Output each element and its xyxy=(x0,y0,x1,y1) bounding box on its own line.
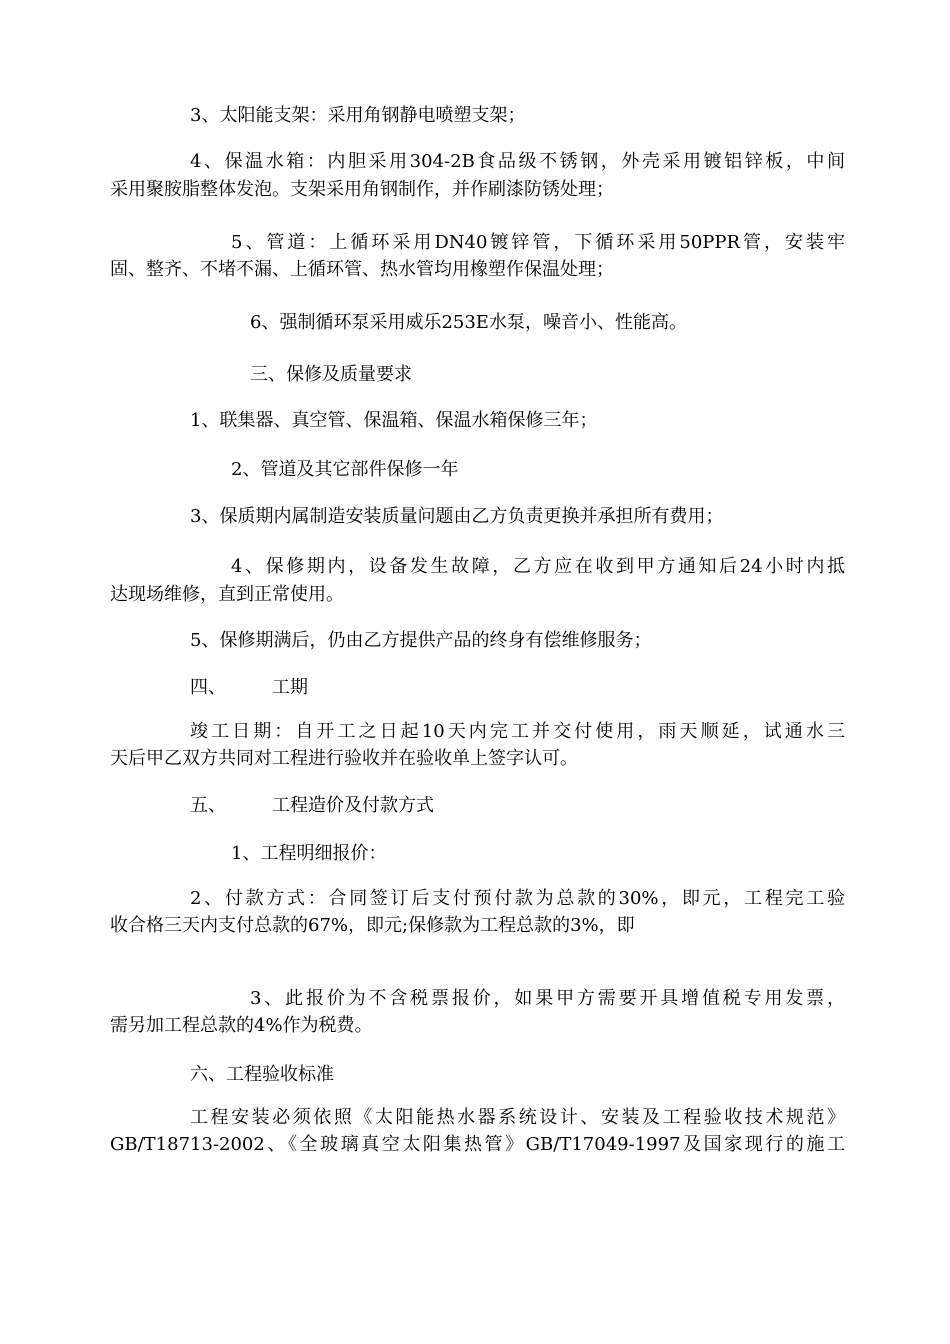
paragraph-completion-line-1: 竣工日期：自开工之日起10天内完工并交付使用，雨天顺延，试通水三 xyxy=(190,721,845,742)
section-title: 工程造价及付款方式 xyxy=(272,795,434,816)
paragraph-payment-line-2: 收合格三天内支付总款的67%，即元;保修款为工程总款的3%，即 xyxy=(110,915,635,936)
paragraph-warranty-3: 3、保质期内属制造安装质量问题由乙方负责更换并承担所有费用； xyxy=(190,506,724,527)
paragraph-tax-line-2: 需另加工程总款的4%作为税费。 xyxy=(110,1015,373,1036)
paragraph-tax-line-1: 3、此报价为不含税票报价，如果甲方需要开具增值税专用发票， xyxy=(250,988,845,1009)
section-heading-acceptance: 六、工程验收标准 xyxy=(190,1064,334,1085)
paragraph-warranty-4-line-2: 达现场维修，直到正常使用。 xyxy=(110,584,344,605)
paragraph-circulation-pump: 6、强制循环泵采用威乐253E水泵，噪音小、性能高。 xyxy=(250,312,687,333)
section-title: 工期 xyxy=(272,677,308,698)
paragraph-quotation: 1、工程明细报价： xyxy=(231,843,387,864)
paragraph-warranty-4-line-1: 4、保修期内，设备发生故障，乙方应在收到甲方通知后24小时内抵 xyxy=(231,556,845,577)
paragraph-pipes-line-1: 5、管道：上循环采用DN40镀锌管，下循环采用50PPR管，安装牢 xyxy=(231,232,845,253)
paragraph-water-tank-line-2: 采用聚胺脂整体发泡。支架采用角钢制作，并作刷漆防锈处理； xyxy=(110,179,614,200)
paragraph-payment-line-1: 2、付款方式：合同签订后支付预付款为总款的30%，即元，工程完工验 xyxy=(190,888,845,909)
paragraph-completion-line-2: 天后甲乙双方共同对工程进行验收并在验收单上签字认可。 xyxy=(110,748,578,769)
section-heading-warranty: 三、保修及质量要求 xyxy=(250,364,412,385)
paragraph-pipes-line-2: 固、整齐、不堵不漏、上循环管、热水管均用橡塑作保温处理； xyxy=(110,259,614,280)
paragraph-warranty-1: 1、联集器、真空管、保温箱、保温水箱保修三年； xyxy=(190,410,598,431)
paragraph-solar-bracket: 3、太阳能支架：采用角钢静电喷塑支架； xyxy=(190,105,526,126)
paragraph-standards-line-2: GB/T18713-2002、《全玻璃真空太阳集热管》GB/T17049-1997及国家现行的施工 xyxy=(110,1134,845,1155)
paragraph-warranty-5: 5、保修期满后，仍由乙方提供产品的终身有偿维修服务； xyxy=(190,630,652,651)
section-number: 五、 xyxy=(190,795,226,816)
section-heading-schedule xyxy=(110,677,845,699)
paragraph-standards-line-1: 工程安装必须依照《太阳能热水器系统设计、安装及工程验收技术规范》 xyxy=(190,1107,845,1128)
section-number: 四、 xyxy=(190,677,226,698)
paragraph-water-tank-line-1: 4、保温水箱：内胆采用304-2B食品级不锈钢，外壳采用镀铝锌板，中间 xyxy=(190,151,845,172)
paragraph-warranty-2: 2、管道及其它部件保修一年 xyxy=(231,459,459,480)
section-heading-cost-payment xyxy=(110,795,845,817)
